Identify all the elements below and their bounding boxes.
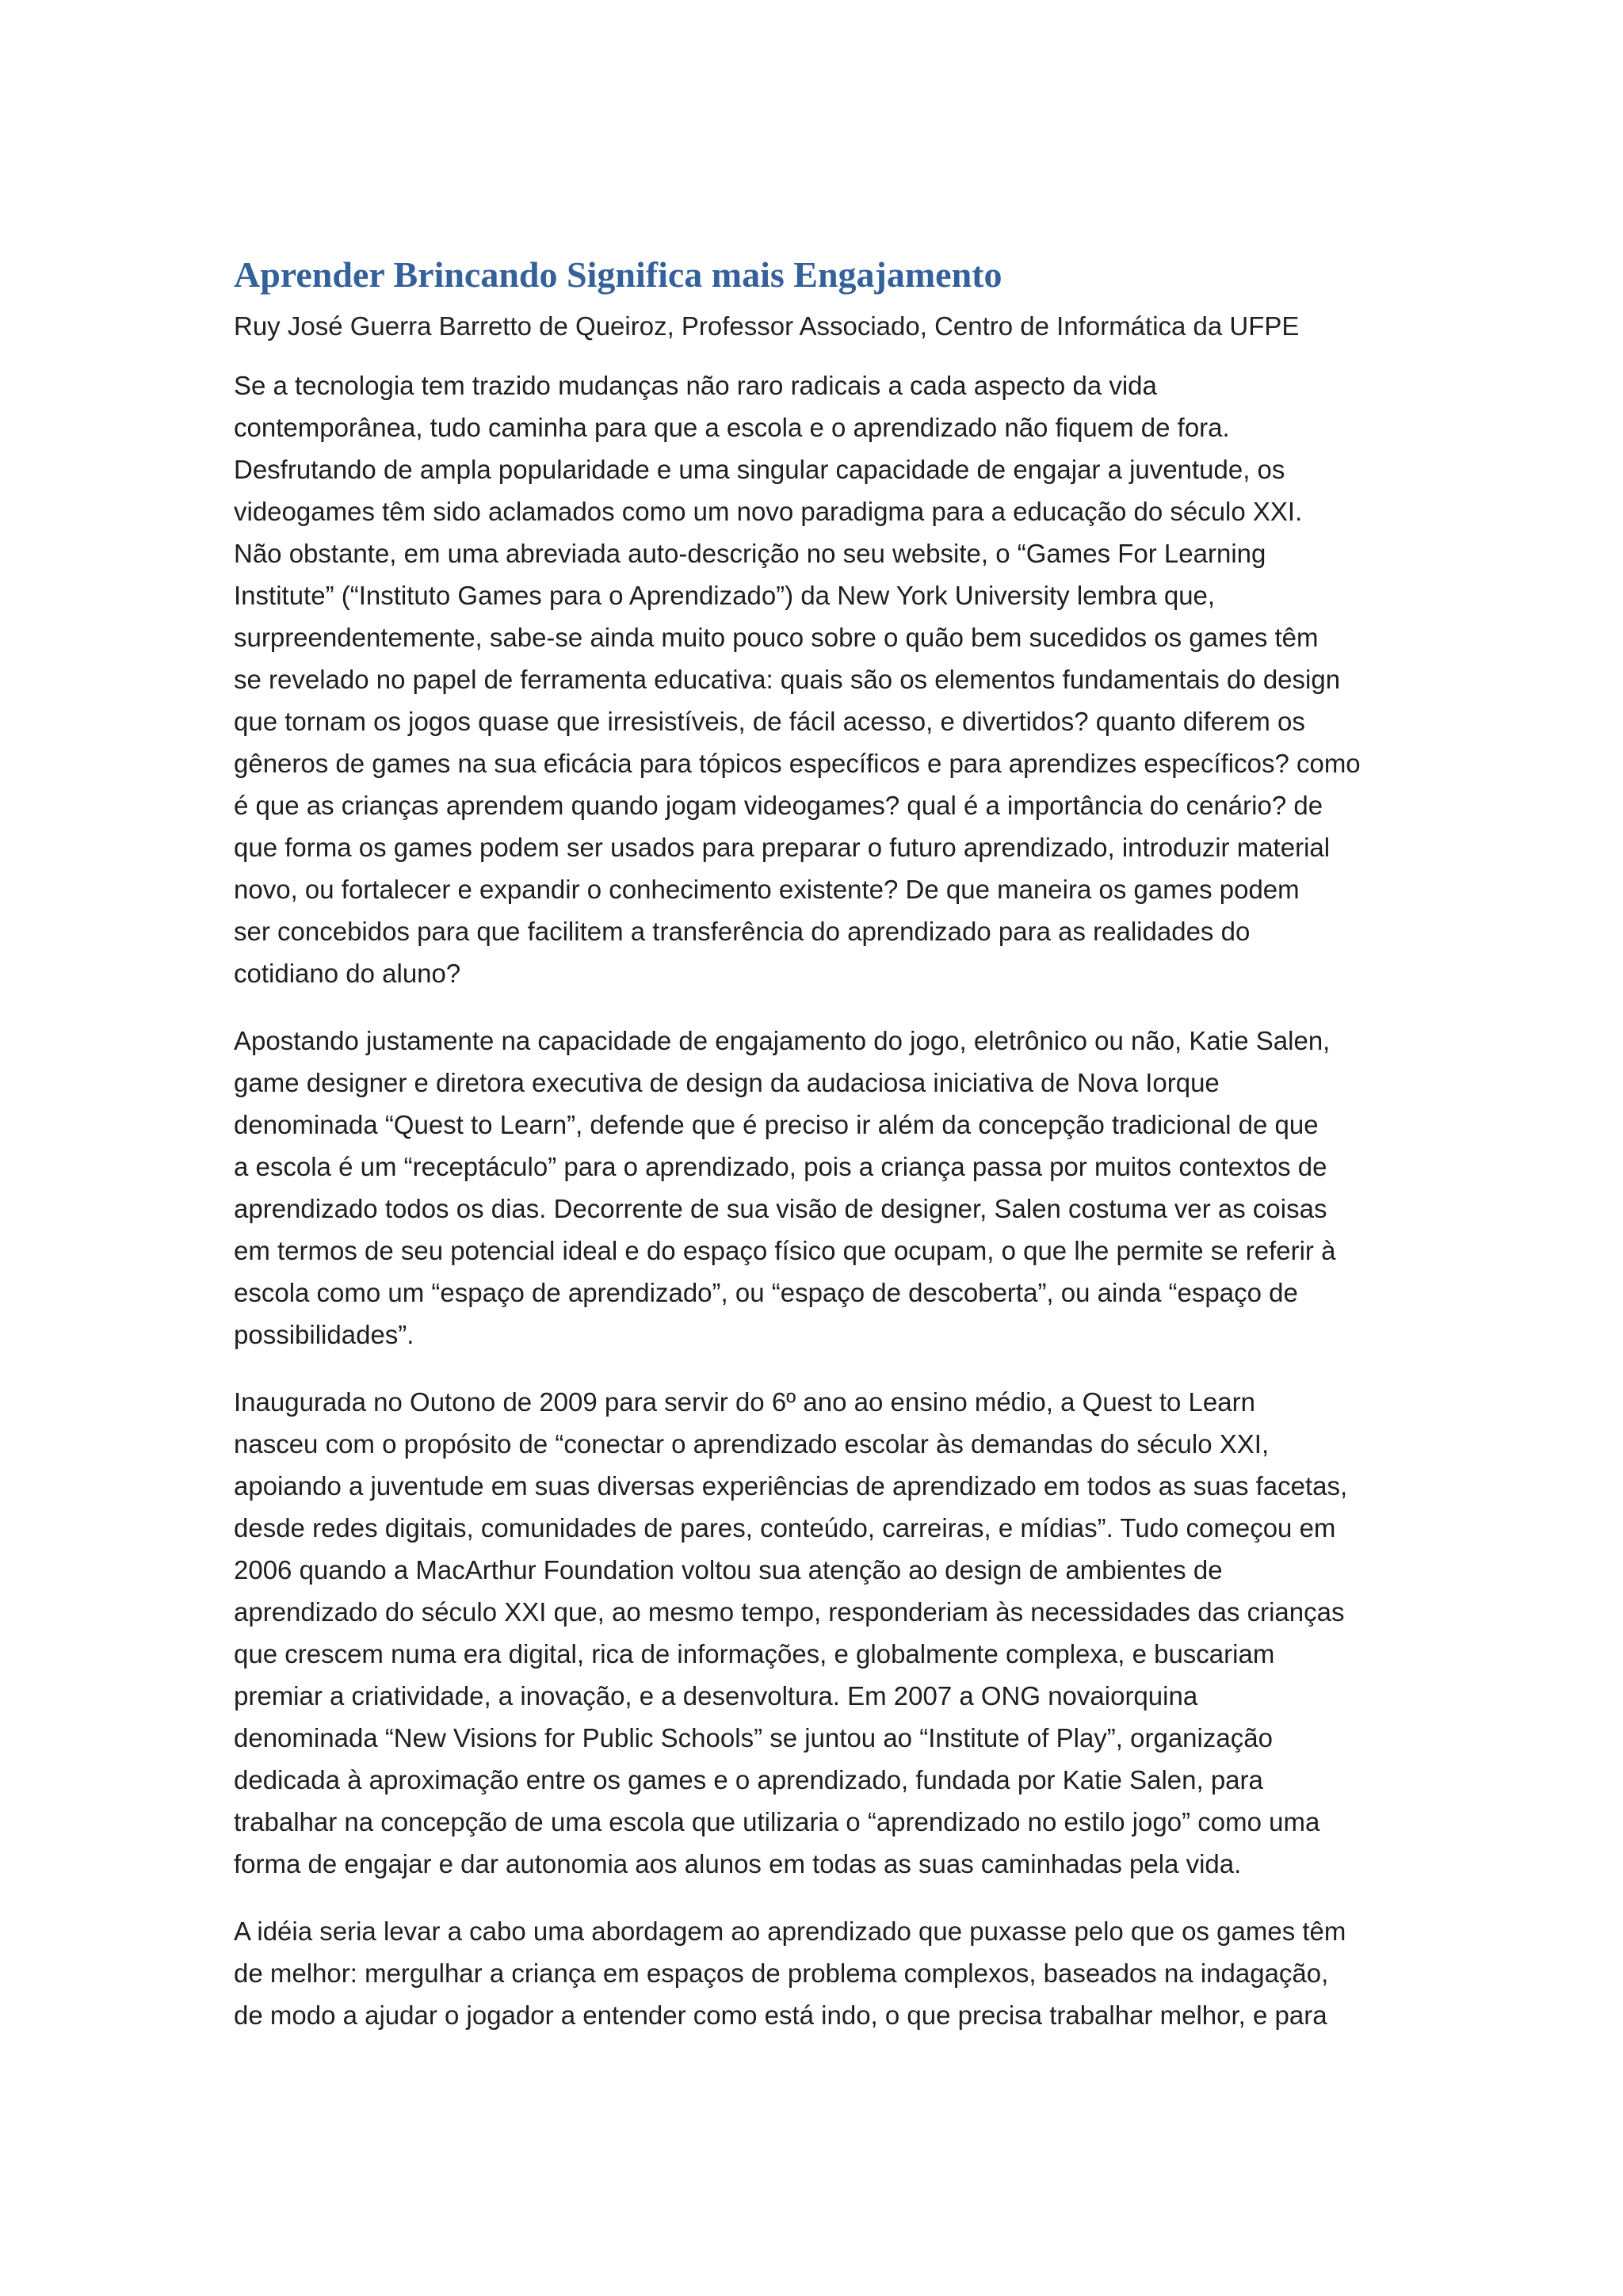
paragraph-line: se revelado no papel de ferramenta educativa: quais são os elementos fundamentais do design: [234, 665, 1341, 695]
paragraph-line: dedicada à aproximação entre os games e o aprendizado, fundada por Katie Salen, para: [234, 1765, 1263, 1795]
paragraph-line: que tornam os jogos quase que irresistíveis, de fácil acesso, e divertidos? quanto diferem os: [234, 707, 1305, 737]
paragraph-line: de modo a ajudar o jogador a entender como está indo, o que precisa trabalhar melhor, e para: [234, 2000, 1327, 2031]
paragraph-line: escola como um “espaço de aprendizado”, ou “espaço de descoberta”, ou ainda “espaço de: [234, 1278, 1298, 1308]
paragraph-line: em termos de seu potencial ideal e do espaço físico que ocupam, o que lhe permite se referir à: [234, 1236, 1336, 1266]
paragraph-line: aprendizado do século XXI que, ao mesmo tempo, responderiam às necessidades das crianças: [234, 1597, 1345, 1627]
paragraph-line: desde redes digitais, comunidades de pares, conteúdo, carreiras, e mídias”. Tudo começou em: [234, 1513, 1336, 1543]
paragraph-line: Inaugurada no Outono de 2009 para servir do 6º ano ao ensino médio, a Quest to Learn: [234, 1387, 1255, 1417]
paragraph-line: 2006 quando a MacArthur Foundation voltou sua atenção ao design de ambientes de: [234, 1555, 1223, 1585]
paragraph-line: Não obstante, em uma abreviada auto-descrição no seu website, o “Games For Learning: [234, 539, 1266, 569]
paragraph-line: gêneros de games na sua eficácia para tópicos específicos e para aprendizes específicos? como: [234, 749, 1361, 779]
paragraph-line: Se a tecnologia tem trazido mudanças não raro radicais a cada aspecto da vida: [234, 371, 1157, 401]
paragraph-line: videogames têm sido aclamados como um novo paradigma para a educação do século XXI.: [234, 497, 1303, 527]
paragraph-line: aprendizado todos os dias. Decorrente de sua visão de designer, Salen costuma ver as coisas: [234, 1194, 1327, 1224]
paragraph-line: cotidiano do aluno?: [234, 959, 461, 989]
paragraph-line: trabalhar na concepção de uma escola que utilizaria o “aprendizado no estilo jogo” como uma: [234, 1807, 1320, 1837]
paragraph-line: de melhor: mergulhar a criança em espaços de problema complexos, baseados na indagação,: [234, 1958, 1329, 1989]
paragraph-line: Desfrutando de ampla popularidade e uma singular capacidade de engajar a juventude, os: [234, 455, 1285, 485]
paragraph-line: é que as crianças aprendem quando jogam videogames? qual é a importância do cenário? de: [234, 791, 1323, 821]
paragraph-line: possibilidades”.: [234, 1320, 414, 1350]
document-body: [234, 252, 1391, 2061]
paragraph: [234, 1381, 1391, 1885]
paragraph-line: denominada “New Visions for Public Schools” se juntou ao “Institute of Play”, organização: [234, 1723, 1273, 1753]
paragraph-line: que crescem numa era digital, rica de informações, e globalmente complexa, e buscariam: [234, 1639, 1275, 1669]
paragraph: [234, 364, 1391, 994]
paragraph-line: surpreendentemente, sabe-se ainda muito pouco sobre o quão bem sucedidos os games têm: [234, 623, 1319, 653]
paragraph-line: A idéia seria levar a cabo uma abordagem ao aprendizado que puxasse pelo que os games têm: [234, 1917, 1346, 1947]
paragraph: [234, 1020, 1391, 1356]
paragraph-line: apoiando a juventude em suas diversas experiências de aprendizado em todos as suas facetas,: [234, 1471, 1348, 1501]
paragraph-line: denominada “Quest to Learn”, defende que é preciso ir além da concepção tradicional de que: [234, 1110, 1319, 1140]
paragraph-line: contemporânea, tudo caminha para que a escola e o aprendizado não fiquem de fora.: [234, 413, 1230, 443]
document-title: Aprender Brincando Significa mais Engajamento: [234, 254, 1002, 295]
body-paragraphs: [234, 364, 1391, 2036]
paragraph-line: Apostando justamente na capacidade de engajamento do jogo, eletrônico ou não, Katie Salen,: [234, 1026, 1331, 1056]
paragraph-line: novo, ou fortalecer e expandir o conhecimento existente? De que maneira os games podem: [234, 875, 1300, 905]
paragraph-line: que forma os games podem ser usados para preparar o futuro aprendizado, introduzir material: [234, 833, 1331, 863]
author-line: Ruy José Guerra Barretto de Queiroz, Professor Associado, Centro de Informática da UFPE: [234, 311, 1300, 341]
paragraph-line: game designer e diretora executiva de design da audaciosa iniciativa de Nova Iorque: [234, 1068, 1220, 1098]
paragraph-line: forma de engajar e dar autonomia aos alunos em todas as suas caminhadas pela vida.: [234, 1849, 1242, 1879]
paragraph-line: Institute” (“Instituto Games para o Aprendizado”) da New York University lembra que,: [234, 581, 1216, 611]
paragraph-line: a escola é um “receptáculo” para o aprendizado, pois a criança passa por muitos contextos de: [234, 1152, 1327, 1182]
paragraph-line: nasceu com o propósito de “conectar o aprendizado escolar às demandas do século XXI,: [234, 1429, 1270, 1459]
paragraph-line: ser concebidos para que facilitem a transferência do aprendizado para as realidades do: [234, 917, 1251, 947]
paragraph-line: premiar a criatividade, a inovação, e a desenvoltura. Em 2007 a ONG novaiorquina: [234, 1681, 1198, 1711]
paragraph: [234, 1910, 1391, 2036]
